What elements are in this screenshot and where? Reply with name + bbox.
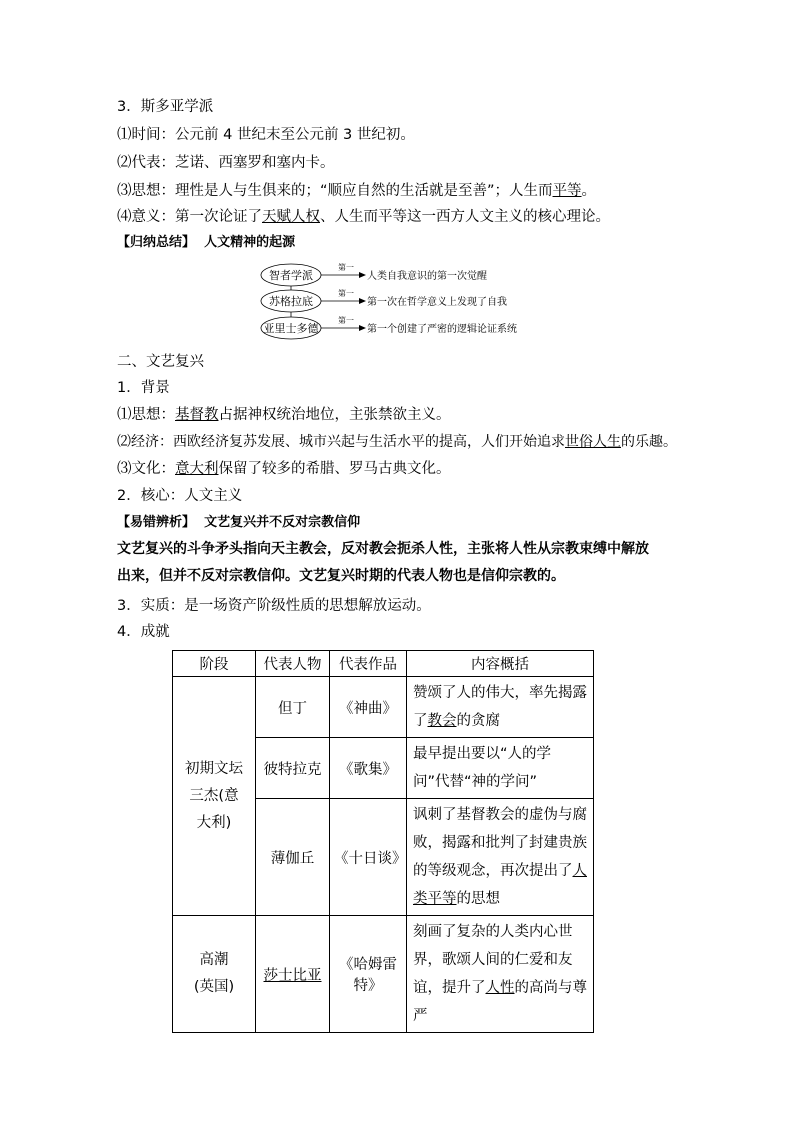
summary-tag: 【归纳总结】 — [117, 235, 196, 250]
text: 的乐趣。 — [621, 434, 677, 450]
underlined-text: 人类平等 — [413, 863, 587, 907]
stoic-time: ⑴时间：公元前 4 世纪末至公元前 3 世纪初。 — [117, 127, 415, 143]
underlined-text: 基督教 — [175, 407, 219, 423]
text: 保留了较多的希腊、罗马古典文化。 — [218, 461, 451, 477]
arrow-head — [359, 272, 366, 278]
achievements-title: 4．成就 — [117, 624, 170, 640]
header-cell: 代表人物 — [256, 651, 330, 677]
arrow-head — [359, 298, 366, 304]
stoic-thought — [117, 181, 596, 201]
stage-cell — [173, 916, 256, 1033]
text: 。 — [581, 183, 597, 199]
person-cell: 但丁 — [256, 677, 330, 738]
stage-cell — [173, 677, 256, 916]
text: 占据神权统治地位，主张禁欲主义。 — [218, 407, 451, 423]
underlined-text: 世俗人生 — [565, 434, 621, 450]
row-text: 第一次在哲学意义上发现了自我 — [367, 297, 507, 308]
diagram-row — [261, 262, 487, 286]
work-cell: 《哈姆雷特》 — [330, 916, 407, 1033]
essence-line: 3．实质：是一场资产阶级性质的思想解放运动。 — [117, 598, 431, 614]
stage-text: 初期文坛三杰(意大利) — [185, 760, 243, 831]
arrow-label: 第一 — [338, 289, 354, 298]
text: ⑶思想：理性是人与生俱来的；“顺应自然的生活就是至善”；人生而 — [117, 183, 553, 199]
header-cell: 代表作品 — [330, 651, 407, 677]
header-cell: 阶段 — [173, 651, 256, 677]
content-cell — [407, 916, 594, 1033]
text: 刻画了复杂的人类内心世界，歌颂人间的仁爱和友谊，提升了 — [413, 924, 573, 996]
background-economy — [117, 432, 677, 452]
arrow-head — [359, 325, 366, 331]
mistake-tag: 【易错辨析】 — [117, 515, 196, 530]
text: ⑷意义：第一次论证了 — [117, 209, 262, 225]
node-name: 智者学派 — [269, 269, 313, 282]
text: 讽刺了基督教会的虚伪与腐败，揭露和批判了封建贵族的等级观念，再次提出了 — [413, 807, 587, 879]
core-line: 2．核心：人文主义 — [117, 488, 243, 504]
diagram-row — [261, 288, 507, 312]
work-cell: 《十日谈》 — [330, 799, 407, 916]
underlined-text: 莎士比亚 — [263, 967, 322, 984]
mistake-body: 文艺复兴的斗争矛头指向天主教会，反对教会扼杀人性，主张将人性从宗教束缚中解放出来，但并不反对宗教信仰。文艺复兴时期的代表人物也是信仰宗教的。 — [117, 541, 649, 584]
node-name: 亚里士多德 — [263, 322, 319, 335]
person-cell — [256, 916, 330, 1033]
text: 的思想 — [456, 891, 500, 907]
background-culture — [117, 459, 451, 479]
stage-text: 高潮(英国) — [193, 952, 235, 995]
underlined-text: 意大利 — [175, 461, 219, 477]
text: ⑴思想： — [117, 407, 175, 423]
part-2-title: 二、文艺复兴 — [117, 354, 204, 370]
section-3-title: 3．斯多亚学派 — [117, 99, 214, 115]
diagram-row — [261, 315, 517, 339]
summary-heading — [117, 233, 295, 253]
content-cell — [407, 677, 594, 738]
table-row — [173, 916, 594, 1033]
underlined-text: 人性 — [485, 980, 515, 996]
content-cell — [407, 799, 594, 916]
person-cell: 彼特拉克 — [256, 738, 330, 799]
table-row — [173, 677, 594, 738]
content-cell: 最早提出要以“人的学问”代替“神的学问” — [407, 738, 594, 799]
humanism-origin-diagram — [258, 258, 558, 342]
text: 的贪腐 — [456, 713, 500, 729]
text: 的高尚与尊严 — [413, 980, 587, 1024]
underlined-text: 教会 — [427, 713, 457, 729]
arrow-label: 第一 — [338, 316, 354, 325]
work-cell: 《神曲》 — [330, 677, 407, 738]
work-cell: 《歌集》 — [330, 738, 407, 799]
text: ⑵经济：西欧经济复苏发展、城市兴起与生活水平的提高，人们开始追求 — [117, 434, 565, 450]
mistake-title: 文艺复兴并不反对宗教信仰 — [204, 515, 361, 530]
table-header-row — [173, 651, 594, 677]
node-name: 苏格拉底 — [269, 295, 313, 308]
stoic-representatives: ⑵代表：芝诺、西塞罗和塞内卡。 — [117, 155, 335, 171]
row-text: 第一个创建了严密的逻辑论证系统 — [367, 324, 517, 335]
stoic-significance — [117, 207, 610, 227]
arrow-label: 第一 — [338, 263, 354, 272]
background-thought — [117, 405, 451, 425]
row-text: 人类自我意识的第一次觉醒 — [367, 271, 487, 282]
achievements-table — [172, 650, 594, 1033]
underlined-text: 天赋人权 — [262, 209, 320, 225]
mistake-heading — [117, 513, 360, 533]
text: 、人生而平等这一西方人文主义的核心理论。 — [320, 209, 610, 225]
text: 赞颂了人的伟大，率先揭露了 — [413, 685, 587, 729]
header-cell: 内容概括 — [407, 651, 594, 677]
person-cell: 薄伽丘 — [256, 799, 330, 916]
summary-title: 人文精神的起源 — [204, 235, 296, 250]
background-title: 1．背景 — [117, 380, 170, 396]
text: ⑶文化： — [117, 461, 175, 477]
underlined-text: 平等 — [552, 183, 582, 199]
